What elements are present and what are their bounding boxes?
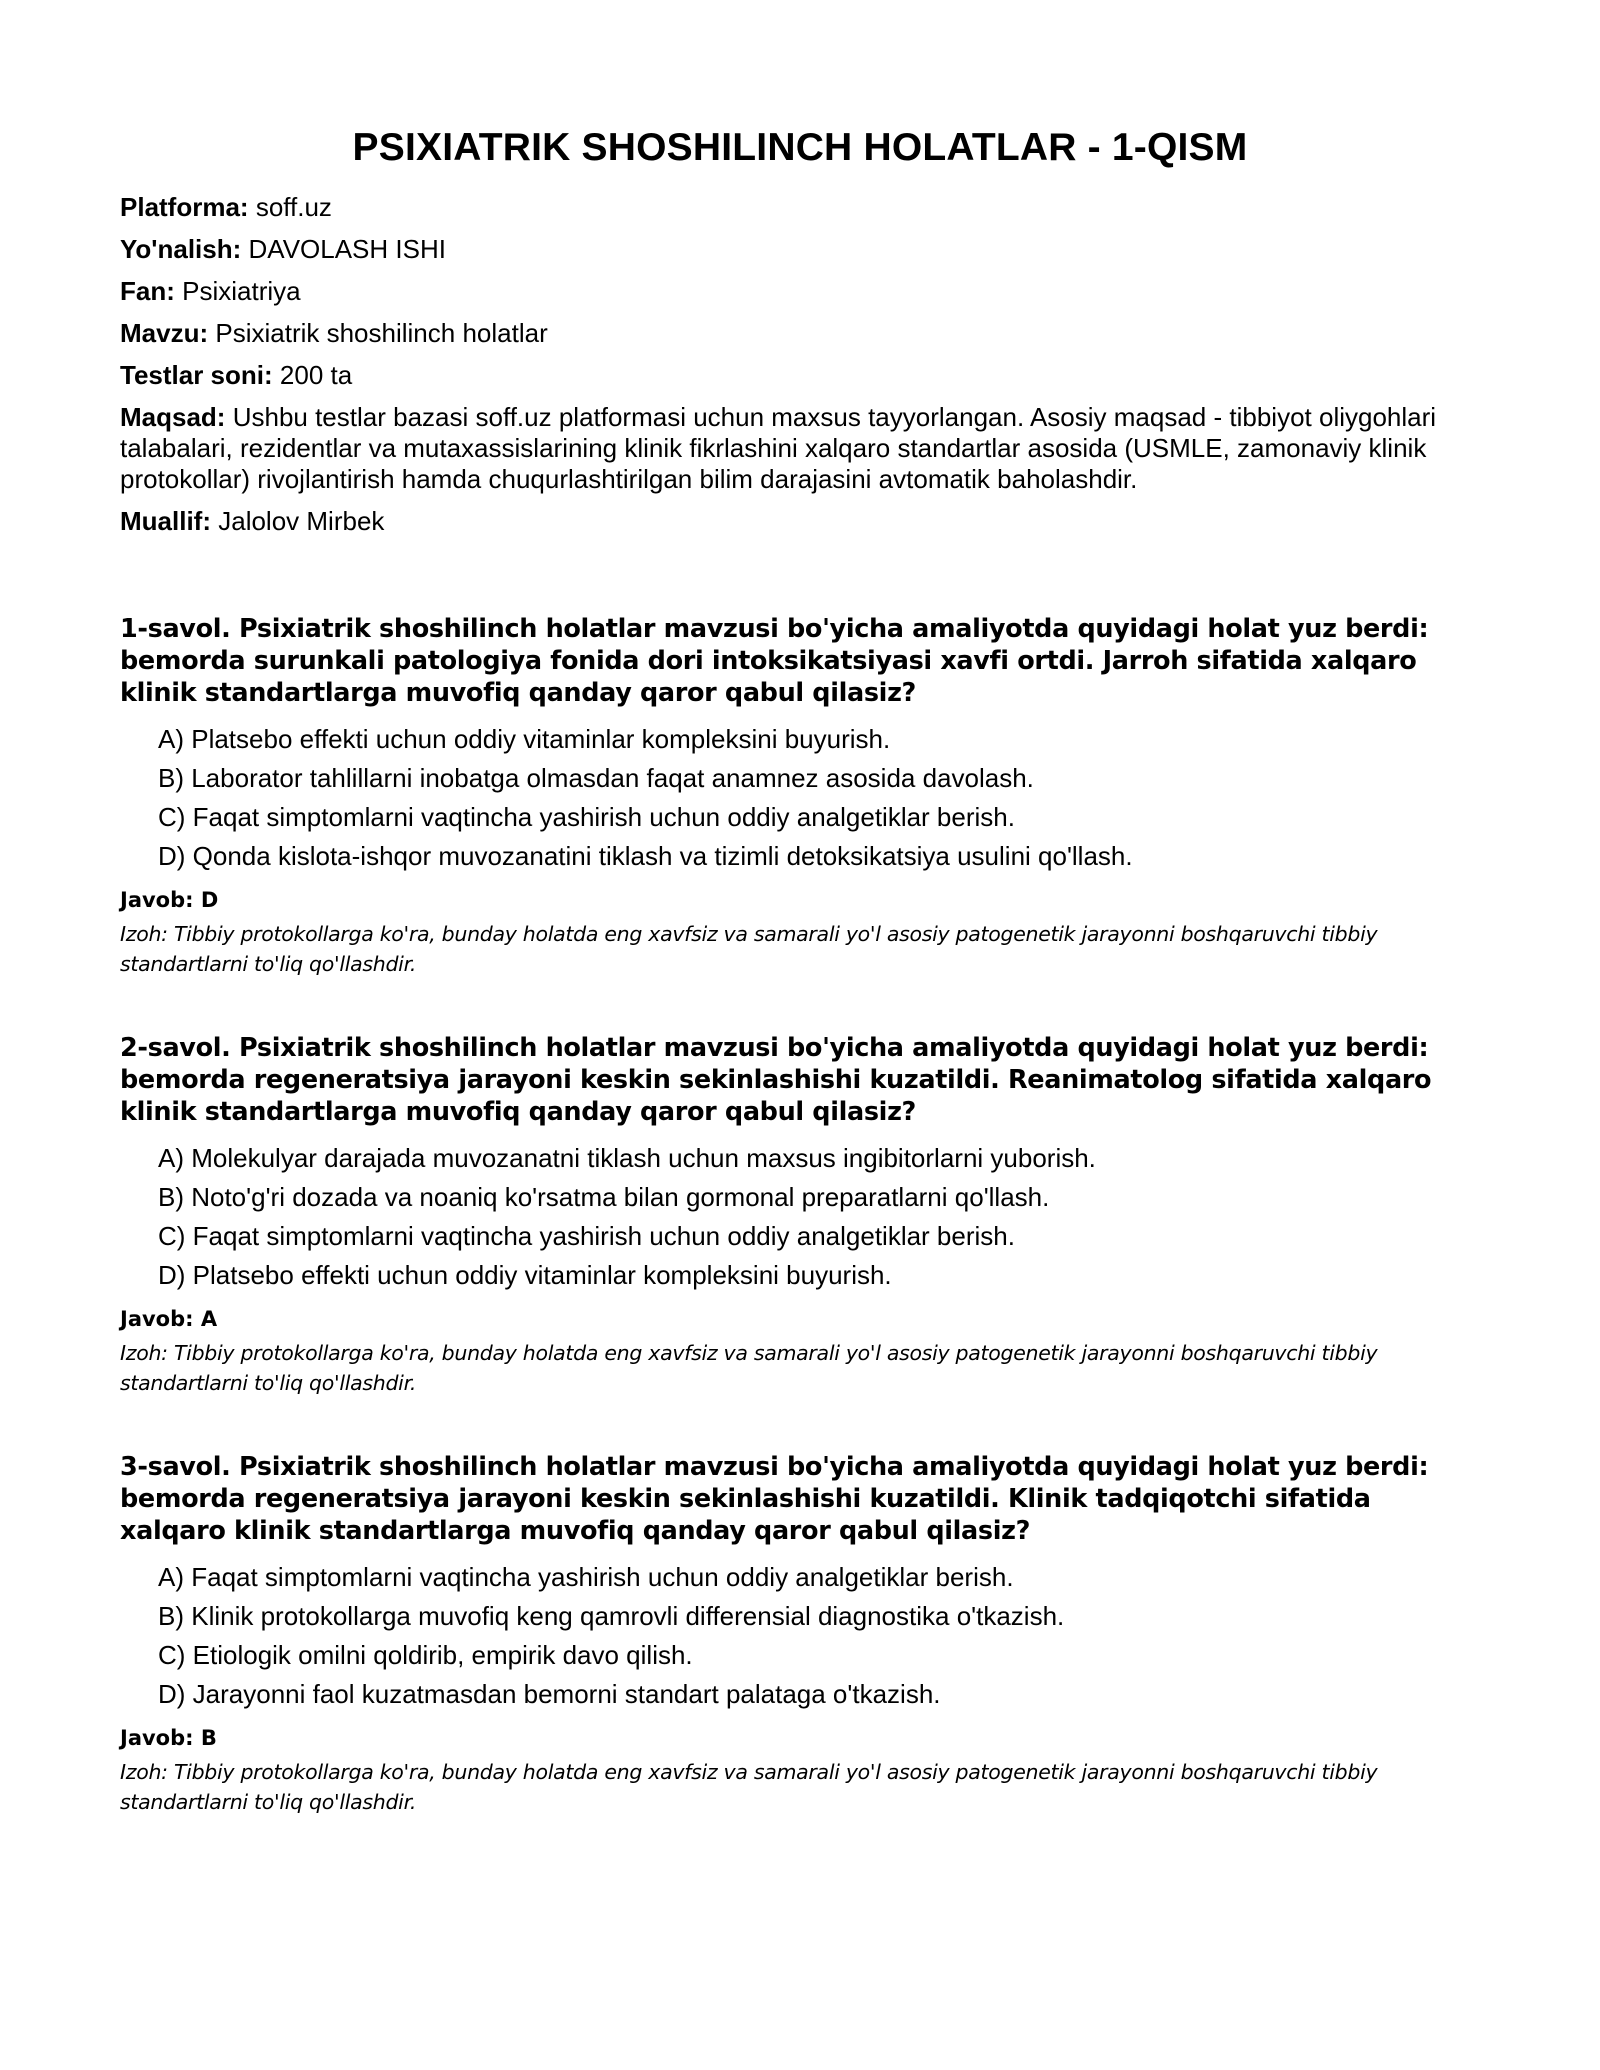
question-3 <box>120 1451 1480 1817</box>
meta-value: Jalolov Mirbek <box>218 506 385 536</box>
question-text: 3-savol. Psixiatrik shoshilinch holatlar mavzusi bo'yicha amaliyotda quyidagi holat yuz berdi: bemorda regeneratsiya jarayoni keskin sekinlashishi kuzatildi. Klinik tadqiqotchi sifatida xalqaro klinik standartlarga muvofiq qanday qaror qabul qilasiz? <box>120 1452 1429 1546</box>
meta-value: Ushbu testlar bazasi soff.uz platformasi uchun maxsus tayyorlangan. Asosiy maqsad - tibbiyot oliygohlari talabalari, rezidentlar va mutaxassislarining klinik fikrlashini xalqaro standartlar asosida (USMLE, zamonaviy klinik protokollar) rivojlantirish hamda chuqurlashtirilgan bilim darajasini avtomatik baholashdir. <box>120 402 1437 494</box>
document-page <box>120 0 1480 1870</box>
meta-muallif <box>120 506 1480 537</box>
meta-key: Testlar soni: <box>120 360 273 390</box>
meta-maqsad <box>120 402 1480 495</box>
meta-value: 200 ta <box>279 360 353 390</box>
answer-label: Javob: D <box>120 888 219 912</box>
question-text: 2-savol. Psixiatrik shoshilinch holatlar mavzusi bo'yicha amaliyotda quyidagi holat yuz berdi: bemorda regeneratsiya jarayoni keskin sekinlashishi kuzatildi. Reanimatolog sifatida xalqaro klinik standartlarga muvofiq qanday qaror qabul qilasiz? <box>120 1033 1432 1127</box>
answer-explanation: Izoh: Tibbiy protokollarga ko'ra, bunday holatda eng xavfsiz va samarali yo'l asosiy patogenetik jarayonni boshqaruvchi tibbiy standartlarni to'liq qo'llashdir. <box>120 1760 1378 1814</box>
option-d: D) Platsebo effekti uchun oddiy vitaminlar kompleksini buyurish. <box>158 1260 892 1290</box>
meta-value: Psixiatrik shoshilinch holatlar <box>215 318 548 348</box>
option-b: B) Laborator tahlillarni inobatga olmasdan faqat anamnez asosida davolash. <box>158 763 1034 793</box>
meta-value: Psixiatriya <box>182 276 301 306</box>
meta-value: DAVOLASH ISHI <box>248 234 446 264</box>
meta-fan <box>120 276 1480 307</box>
document-title: PSIXIATRIK SHOSHILINCH HOLATLAR - 1-QISM <box>352 126 1248 169</box>
option-a: A) Molekulyar darajada muvozanatni tiklash uchun maxsus ingibitorlarni yuborish. <box>158 1143 1096 1173</box>
option-b: B) Noto'g'ri dozada va noaniq ko'rsatma bilan gormonal preparatlarni qo'llash. <box>158 1182 1050 1212</box>
meta-value: soff.uz <box>255 192 332 222</box>
answer-options <box>120 1142 1480 1291</box>
meta-platforma <box>120 192 1480 223</box>
document-meta <box>120 192 1480 537</box>
question-2 <box>120 1032 1480 1398</box>
meta-mavzu <box>120 318 1480 349</box>
meta-key: Muallif: <box>120 506 211 536</box>
answer-label: Javob: A <box>120 1307 218 1331</box>
question-text: 1-savol. Psixiatrik shoshilinch holatlar mavzusi bo'yicha amaliyotda quyidagi holat yuz berdi: bemorda surunkali patologiya fonida dori intoksikatsiyasi xavfi ortdi. Jarroh sifatida xalqaro klinik standartlarga muvofiq qanday qaror qabul qilasiz? <box>120 614 1429 708</box>
question-1 <box>120 613 1480 979</box>
option-c: C) Etiologik omilni qoldirib, empirik davo qilish. <box>158 1640 693 1670</box>
meta-testlar-soni <box>120 360 1480 391</box>
meta-key: Platforma: <box>120 192 249 222</box>
option-b: B) Klinik protokollarga muvofiq keng qamrovli differensial diagnostika o'tkazish. <box>158 1601 1065 1631</box>
option-a: A) Faqat simptomlarni vaqtincha yashirish uchun oddiy analgetiklar berish. <box>158 1562 1014 1592</box>
meta-key: Maqsad: <box>120 402 226 432</box>
meta-yonalish <box>120 234 1480 265</box>
meta-key: Yo'nalish: <box>120 234 242 264</box>
question-list <box>120 613 1480 1817</box>
option-d: D) Jarayonni faol kuzatmasdan bemorni standart palataga o'tkazish. <box>158 1679 941 1709</box>
answer-options <box>120 723 1480 872</box>
option-c: C) Faqat simptomlarni vaqtincha yashirish uchun oddiy analgetiklar berish. <box>158 802 1015 832</box>
answer-options <box>120 1561 1480 1710</box>
answer-explanation: Izoh: Tibbiy protokollarga ko'ra, bunday holatda eng xavfsiz va samarali yo'l asosiy patogenetik jarayonni boshqaruvchi tibbiy standartlarni to'liq qo'llashdir. <box>120 922 1378 976</box>
option-d: D) Qonda kislota-ishqor muvozanatini tiklash va tizimli detoksikatsiya usulini qo'llash. <box>158 841 1133 871</box>
answer-explanation: Izoh: Tibbiy protokollarga ko'ra, bunday holatda eng xavfsiz va samarali yo'l asosiy patogenetik jarayonni boshqaruvchi tibbiy standartlarni to'liq qo'llashdir. <box>120 1341 1378 1395</box>
option-a: A) Platsebo effekti uchun oddiy vitaminlar kompleksini buyurish. <box>158 724 891 754</box>
meta-key: Mavzu: <box>120 318 209 348</box>
meta-key: Fan: <box>120 276 175 306</box>
option-c: C) Faqat simptomlarni vaqtincha yashirish uchun oddiy analgetiklar berish. <box>158 1221 1015 1251</box>
answer-label: Javob: B <box>120 1726 217 1750</box>
